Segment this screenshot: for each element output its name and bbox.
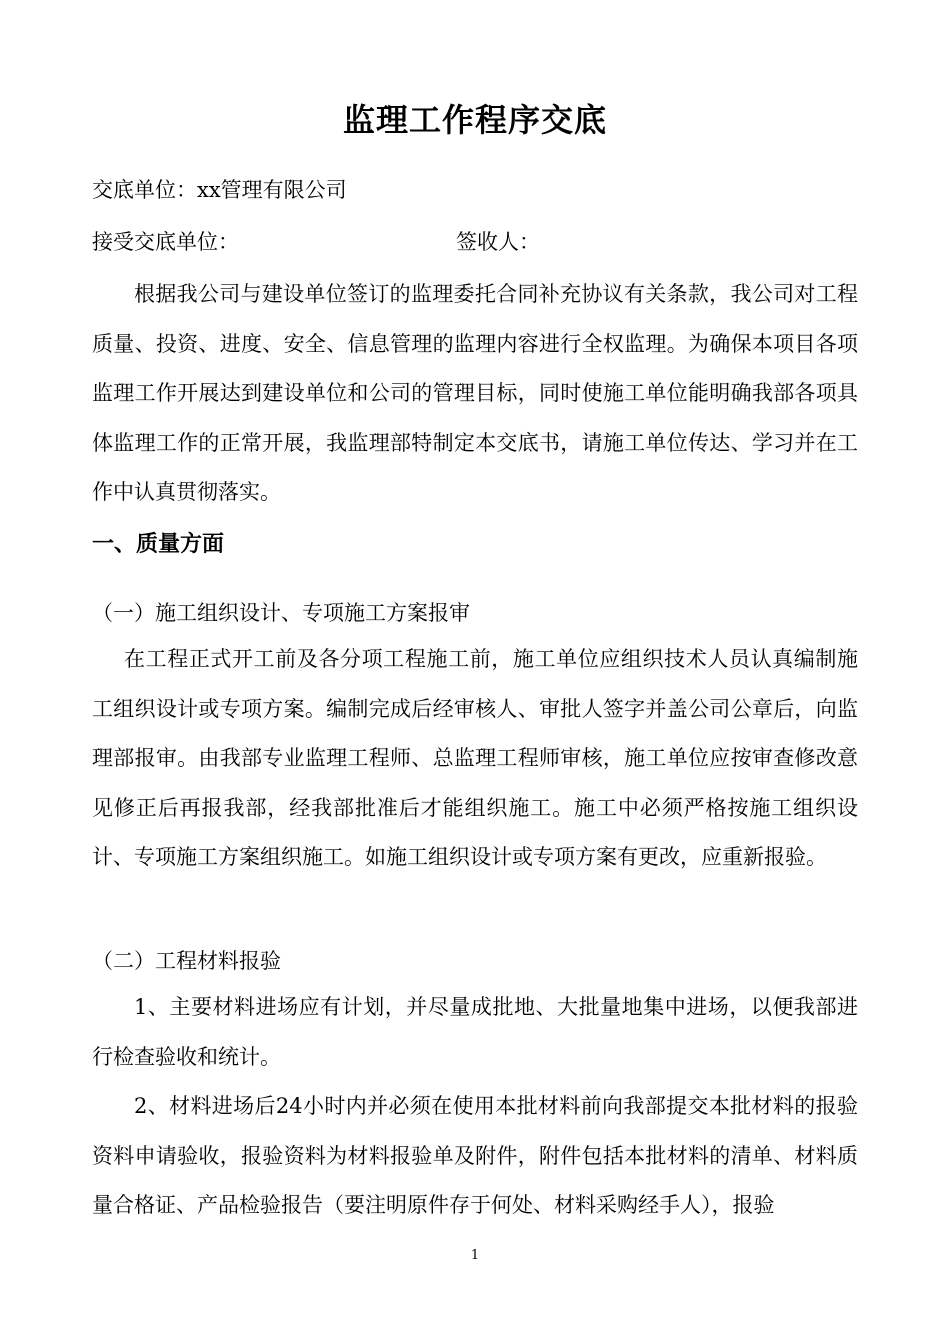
- issuing-unit-label: 交底单位：: [92, 178, 197, 202]
- issuing-unit-value: xx管理有限公司: [197, 178, 347, 202]
- signer-line: [456, 230, 540, 254]
- receiving-unit-label: 接受交底单位：: [92, 230, 239, 254]
- page-number: 1: [470, 1248, 480, 1263]
- materials-item-1: 1、主要材料进场应有计划，并尽量成批地、大批量地集中进场，以便我部进行检查验收和统计。: [92, 995, 858, 1069]
- signer-label: 签收人：: [456, 230, 540, 254]
- subsection-1-paragraph: 在工程正式开工前及各分项工程施工前，施工单位应组织技术人员认真编制施工组织设计或专项方案。编制完成后经审核人、审批人签字并盖公司公章后，向监理部报审。由我部专业监理工程师、总监理工程师审核，施工单位应按审查修改意见修正后再报我部，经我部批准后才能组织施工。施工中必须严格按施工组织设计、专项施工方案组织施工。如施工组织设计或专项方案有更改，应重新报验。: [92, 647, 858, 869]
- intro-paragraph: 根据我公司与建设单位签订的监理委托合同补充协议有关条款，我公司对工程质量、投资、进度、安全、信息管理的监理内容进行全权监理。为确保本项目各项监理工作开展达到建设单位和公司的管理目标，同时使施工单位能明确我部各项具体监理工作的正常开展，我监理部特制定本交底书，请施工单位传达、学习并在工作中认真贯彻落实。: [92, 282, 858, 504]
- page-title: 监理工作程序交底: [342, 101, 607, 139]
- subsection-heading-1: （一）施工组织设计、专项施工方案报审: [92, 601, 470, 625]
- subsection-heading-2: （二）工程材料报验: [92, 949, 281, 973]
- section-heading-quality: 一、质量方面: [92, 531, 225, 557]
- receiving-unit-line: [92, 230, 239, 254]
- materials-item-2: 2、材料进场后24小时内并必须在使用本批材料前向我部提交本批材料的报验资料申请验收，报验资料为材料报验单及附件，附件包括本批材料的清单、材料质量合格证、产品检验报告（要注明原件存于何处、材料采购经手人），报验: [92, 1094, 858, 1217]
- issuing-unit-line: [92, 178, 347, 202]
